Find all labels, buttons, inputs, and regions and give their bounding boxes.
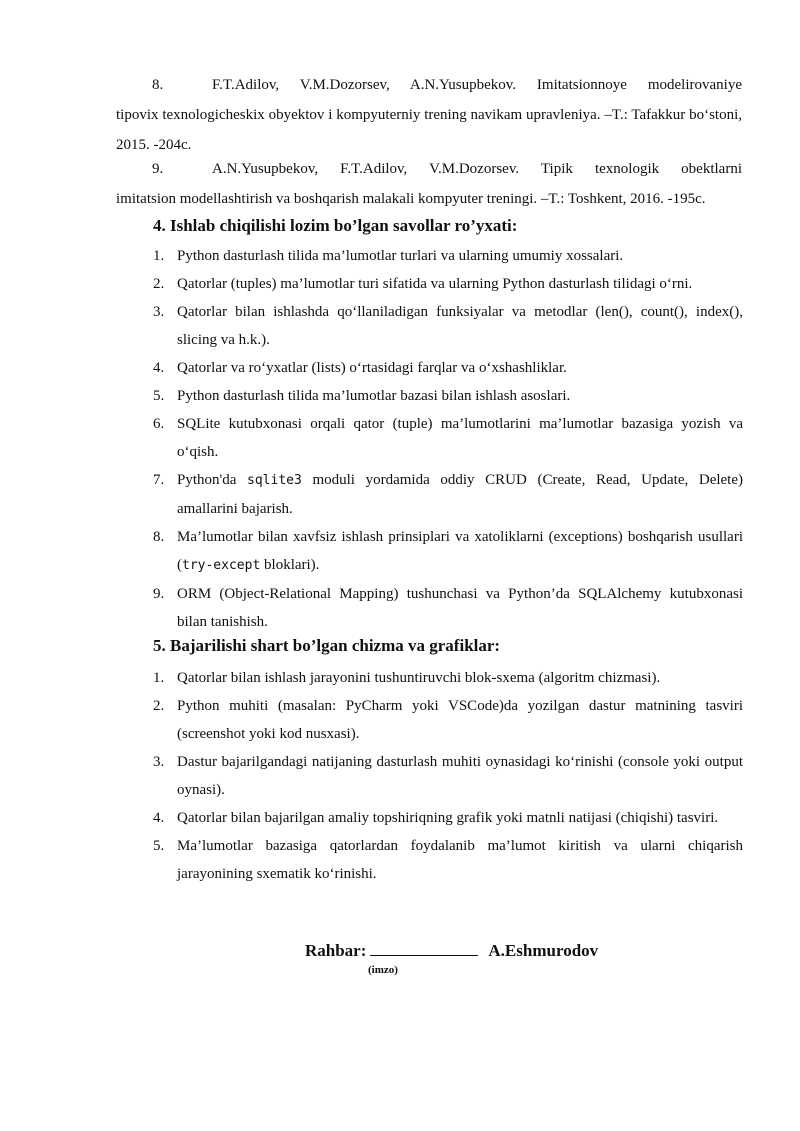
section-5-list — [153, 664, 743, 888]
signature-label: Rahbar: — [305, 941, 367, 960]
item-number: 4. — [153, 810, 165, 826]
signature-caption: (imzo) — [368, 964, 398, 976]
item-number: 8. — [153, 529, 165, 545]
list-item — [153, 580, 743, 636]
code-snippet: try-except — [182, 558, 261, 573]
reference-text-rest: imitatsion modellashtirish va boshqarish malakali kompyuter treningi. –T.: Toshkent, 2016. -195c. — [116, 191, 706, 207]
signature-line — [305, 939, 705, 963]
item-number: 9. — [153, 586, 165, 602]
item-text: ORM (Object-Relational Mapping) tushunchasi va Python’da SQLAlchemy kutubxonasi bilan tanishish. — [177, 586, 743, 630]
item-text: Qatorlar va ro‘yxatlar (lists) o‘rtasidagi farqlar va o‘xshashliklar. — [177, 360, 567, 376]
item-number: 2. — [153, 276, 165, 292]
reference-text-first: A.N.Yusupbekov, F.T.Adilov, V.M.Dozorsev. Tipik texnologik obektlarni — [212, 161, 742, 177]
list-item — [153, 748, 743, 804]
list-item — [153, 382, 743, 410]
reference-text-first: F.T.Adilov, V.M.Dozorsev, A.N.Yusupbekov. Imitatsionnoye modelirovaniye — [212, 77, 742, 93]
supervisor-name: A.Eshmurodov — [488, 941, 599, 960]
item-text: Qatorlar bilan bajarilgan amaliy topshiriqning grafik yoki matnli natijasi (chiqishi) tasviri. — [177, 810, 719, 826]
list-item — [153, 466, 743, 523]
item-number: 4. — [153, 360, 165, 376]
reference-number: 8. — [152, 77, 164, 93]
item-text: SQLite kutubxonasi orqali qator (tuple) ma’lumotlarini ma’lumotlar bazasiga yozish va o‘qish. — [177, 416, 743, 460]
reference-number: 9. — [152, 161, 164, 177]
item-text: bloklari). — [260, 557, 320, 573]
item-text: Python'da — [177, 472, 248, 488]
list-item — [153, 523, 743, 580]
list-item — [153, 410, 743, 466]
reference-8 — [116, 70, 742, 160]
item-text: moduli yordamida oddiy CRUD (Create, Read, Update, Delete) amallarini bajarish. — [177, 472, 744, 517]
item-number: 5. — [153, 388, 165, 404]
list-item — [153, 298, 743, 354]
item-number: 6. — [153, 416, 165, 432]
list-item — [153, 692, 743, 748]
list-item — [153, 354, 743, 382]
section-5-title: 5. Bajarilishi shart bo’lgan chizma va grafiklar: — [153, 636, 501, 655]
item-number: 2. — [153, 698, 165, 714]
section-4-title: 4. Ishlab chiqilishi lozim bo’lgan savollar ro’yxati: — [153, 216, 518, 235]
item-number: 1. — [153, 248, 165, 264]
list-item — [153, 242, 743, 270]
item-number: 7. — [153, 472, 165, 488]
list-item — [153, 832, 743, 888]
item-number: 1. — [153, 670, 165, 686]
list-item — [153, 270, 743, 298]
item-text: Qatorlar bilan ishlashda qo‘llaniladigan funksiyalar va metodlar (len(), count(), index(), slicing va h.k.). — [177, 304, 743, 348]
section-4-list — [153, 242, 743, 636]
code-snippet: sqlite3 — [247, 473, 302, 488]
item-text: Python dasturlash tilida ma’lumotlar bazasi bilan ishlash asoslari. — [177, 388, 571, 404]
reference-9 — [116, 154, 742, 214]
list-item — [153, 804, 743, 832]
item-text: Python muhiti (masalan: PyCharm yoki VSCode)da yozilgan dastur matnining tasviri (screenshot yoki kod nusxasi). — [177, 698, 743, 742]
item-number: 5. — [153, 838, 165, 854]
item-text: Qatorlar (tuples) ma’lumotlar turi sifatida va ularning Python dasturlash tilidagi o‘rni. — [177, 276, 693, 292]
item-text: Python dasturlash tilida ma’lumotlar turlari va ularning umumiy xossalari. — [177, 248, 624, 264]
item-number: 3. — [153, 754, 165, 770]
item-text: Ma’lumotlar bazasiga qatorlardan foydalanib ma’lumot kiritish va ularni chiqarish jarayonining sxematik ko‘rinishi. — [177, 838, 743, 882]
item-number: 3. — [153, 304, 165, 320]
list-item — [153, 664, 743, 692]
item-text: Dastur bajarilgandagi natijaning dasturlash muhiti oynasidagi ko‘rinishi (console yoki output oynasi). — [177, 754, 743, 798]
signature-blank — [370, 939, 478, 956]
item-text: Qatorlar bilan ishlash jarayonini tushuntiruvchi blok-sxema (algoritm chizmasi). — [177, 670, 661, 686]
reference-text-rest: tipovix texnologicheskix obyektov i kompyuterniy trening navikam upravleniya. –T.: Tafakkur bo‘stoni, 2015. -204c. — [116, 107, 742, 153]
item-text: Ma’lumotlar bilan xavfsiz ishlash prinsiplari va xatoliklarni (exceptions) boshqarish usullari ( — [177, 529, 743, 573]
